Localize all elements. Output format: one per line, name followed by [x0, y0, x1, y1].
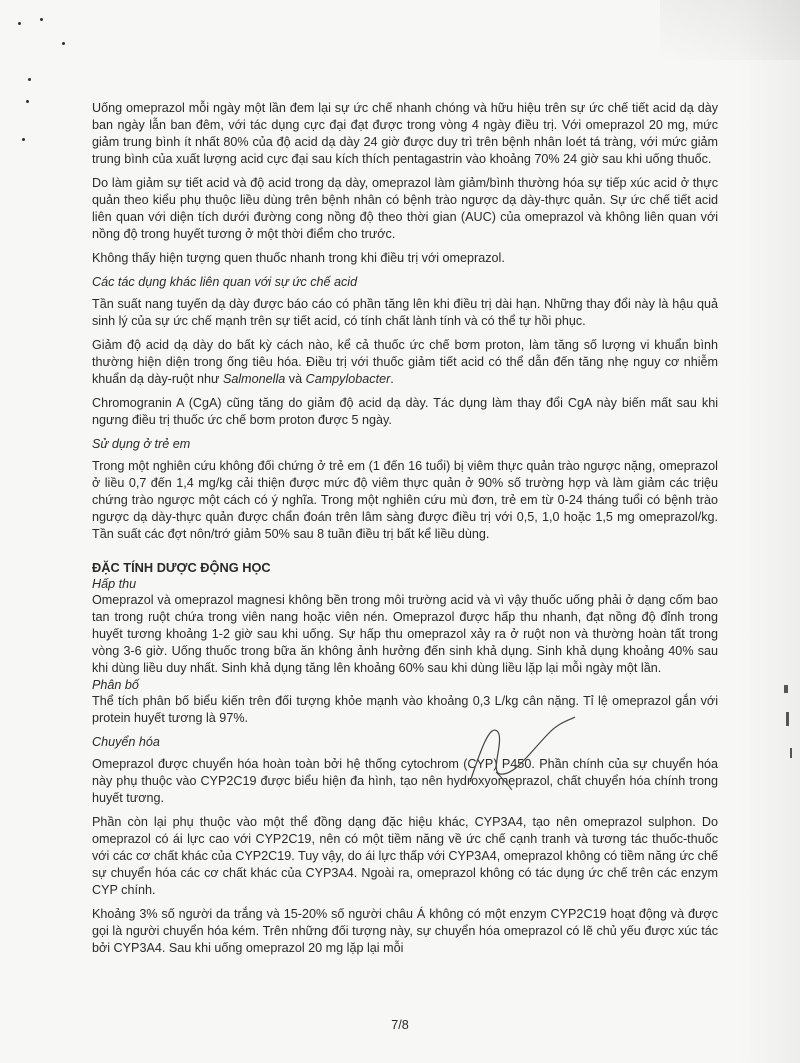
- paragraph: Không thấy hiện tượng quen thuốc nhanh trong khi điều trị với omeprazol.: [92, 251, 505, 265]
- page-number: 7/8: [391, 1018, 409, 1032]
- section-heading: ĐẶC TÍNH DƯỢC ĐỘNG HỌC: [92, 560, 271, 575]
- scan-mark: [786, 712, 789, 726]
- paragraph: Tần suất nang tuyến dạ dày được báo cáo có phần tăng lên khi điều trị dài hạn. Những thay đổi này là hậu quả sinh lý của sự ức chế mạnh trên sự tiết acid, có tính chất lành tính và có thể tự hồi phục.: [92, 297, 718, 328]
- species-name: Salmonella: [222, 372, 286, 386]
- paragraph: Phần còn lại phụ thuộc vào một thể đồng dạng đặc hiệu khác, CYP3A4, tạo nên omeprazol sulphon. Do omeprazol có ái lực cao với CYP2C19, nên có một tiềm năng về ức chế cạnh tranh và tương tác thuốc-thuốc với các cơ chất khác của CYP2C19. Tuy vậy, do ái lực thấp với CYP3A4, omeprazol không có tiềm năng ức chế sự chuyển hóa các cơ chất khác của CYP3A4. Ngoài ra, omeprazol không có tác dụng ức chế trên các enzym CYP chính.: [92, 815, 718, 897]
- text-run: Giảm độ acid dạ dày do bất kỳ cách nào, kể cả thuốc ức chế bơm proton, làm tăng số lượng vi khuẩn bình thường hiện diện trong ống tiêu hóa. Điều trị với thuốc giảm tiết acid có thể dẫn đến tăng nhẹ nguy cơ nhiễm khuẩn dạ dày-ruột như: [92, 338, 718, 386]
- paragraph: Uống omeprazol mỗi ngày một lần đem lại sự ức chế nhanh chóng và hữu hiệu trên sự ức chế tiết acid dạ dày ban ngày lẫn ban đêm, với tác dụng cực đại đạt được trong vòng 4 ngày điều trị. Với omeprazol 20 mg, mức giảm trung bình ít nhất 80% của độ acid dạ dày 24 giờ được duy trì trên bệnh nhân loét tá tràng, với mức giảm trung bình của xuất lượng acid cực đại sau kích thích pentagastrin vào khoảng 70% 24 giờ sau khi uống thuốc.: [92, 101, 718, 166]
- scan-speck: [22, 138, 25, 141]
- subheading: Phân bố: [92, 678, 139, 692]
- paragraph: [92, 337, 718, 388]
- paragraph: Omeprazol được chuyển hóa hoàn toàn bởi hệ thống cytochrom (CYP) P450. Phần chính của sự chuyển hóa này phụ thuộc vào CYP2C19 được biểu hiện đa hình, tạo nên hydroxyomeprazol, chất chuyển hóa chính trong huyết tương.: [92, 757, 718, 805]
- paragraph: Khoảng 3% số người da trắng và 15-20% số người châu Á không có một enzym CYP2C19 hoạt động và được gọi là người chuyển hóa kém. Trên những đối tượng này, sự chuyển hóa omeprazol có lẽ chủ yếu được xúc tác bởi CYP3A4. Sau khi uống omeprazol 20 mg lặp lại mỗi: [92, 907, 718, 955]
- scan-speck: [28, 78, 31, 81]
- paragraph: Chromogranin A (CgA) cũng tăng do giảm độ acid dạ dày. Tác dụng làm thay đổi CgA này biến mất sau khi ngưng điều trị thuốc ức chế bơm proton được 5 ngày.: [92, 396, 718, 427]
- scan-mark: [784, 685, 788, 693]
- scan-speck: [62, 42, 65, 45]
- text-run: và: [285, 372, 306, 386]
- paragraph: Trong một nghiên cứu không đối chứng ở trẻ em (1 đến 16 tuổi) bị viêm thực quản trào ngược nặng, omeprazol ở liều 0,7 đến 1,4 mg/kg cải thiện được mức độ viêm thực quản ở 90% số trường hợp và làm giảm các triệu chứng trào ngược một cách có ý nghĩa. Trong một nghiên cứu mù đơn, trẻ em từ 0-24 tháng tuổi có bệnh trào ngược dạ dày-thực quản được chẩn đoán trên lâm sàng được điều trị với 0,5, 1,0 hoặc 1,5 mg omeprazol/kg. Tần suất các đợt nôn/trớ giảm 50% sau 8 tuần điều trị bất kể liều dùng.: [92, 459, 718, 541]
- document-body: [92, 100, 718, 964]
- subheading: Chuyển hóa: [92, 735, 160, 749]
- subheading: Hấp thu: [92, 577, 137, 591]
- scan-speck: [40, 18, 43, 21]
- subheading: Các tác dụng khác liên quan với sự ức chế acid: [92, 275, 358, 289]
- subheading: Sử dụng ở trẻ em: [92, 437, 191, 451]
- page-edge-shadow: [740, 0, 800, 1063]
- scan-speck: [18, 22, 21, 25]
- scan-speck: [26, 100, 29, 103]
- species-name: Campylobacter: [305, 372, 391, 386]
- page-corner-shadow: [660, 0, 800, 60]
- paragraph: Thể tích phân bố biểu kiến trên đối tượng khỏe mạnh vào khoảng 0,3 L/kg cân nặng. Tỉ lệ omeprazol gắn với protein huyết tương là 97%.: [92, 694, 718, 725]
- scan-mark: [790, 748, 792, 758]
- text-run: .: [390, 372, 394, 386]
- handwritten-signature-mark: [460, 712, 580, 792]
- paragraph: Do làm giảm sự tiết acid và độ acid trong dạ dày, omeprazol làm giảm/bình thường hóa sự tiếp xúc acid ở thực quản theo kiểu phụ thuộc liều dùng trên bệnh nhân có bệnh trào ngược dạ dày-thực quản. Sự ức chế tiết acid liên quan với diện tích dưới đường cong nồng độ theo thời gian (AUC) của omeprazol và không liên quan với nồng độ trong huyết tương ở một thời điểm cho trước.: [92, 176, 718, 241]
- paragraph: Omeprazol và omeprazol magnesi không bền trong môi trường acid và vì vậy thuốc uống phải ở dạng cốm bao tan trong ruột chứa trong viên nang hoặc viên nén. Omeprazol được hấp thu nhanh, đạt nồng độ đỉnh trong huyết tương khoảng 1-2 giờ sau khi uống. Sự hấp thu omeprazol xảy ra ở ruột non và thường hoàn tất trong vòng 3-6 giờ. Uống thuốc trong bữa ăn không ảnh hưởng đến sinh khả dụng. Sinh khả dụng khoảng 40% sau khi dùng liều duy nhất. Sinh khả dụng tăng lên khoảng 60% sau khi dùng liều lặp lại mỗi ngày một lần.: [92, 593, 718, 675]
